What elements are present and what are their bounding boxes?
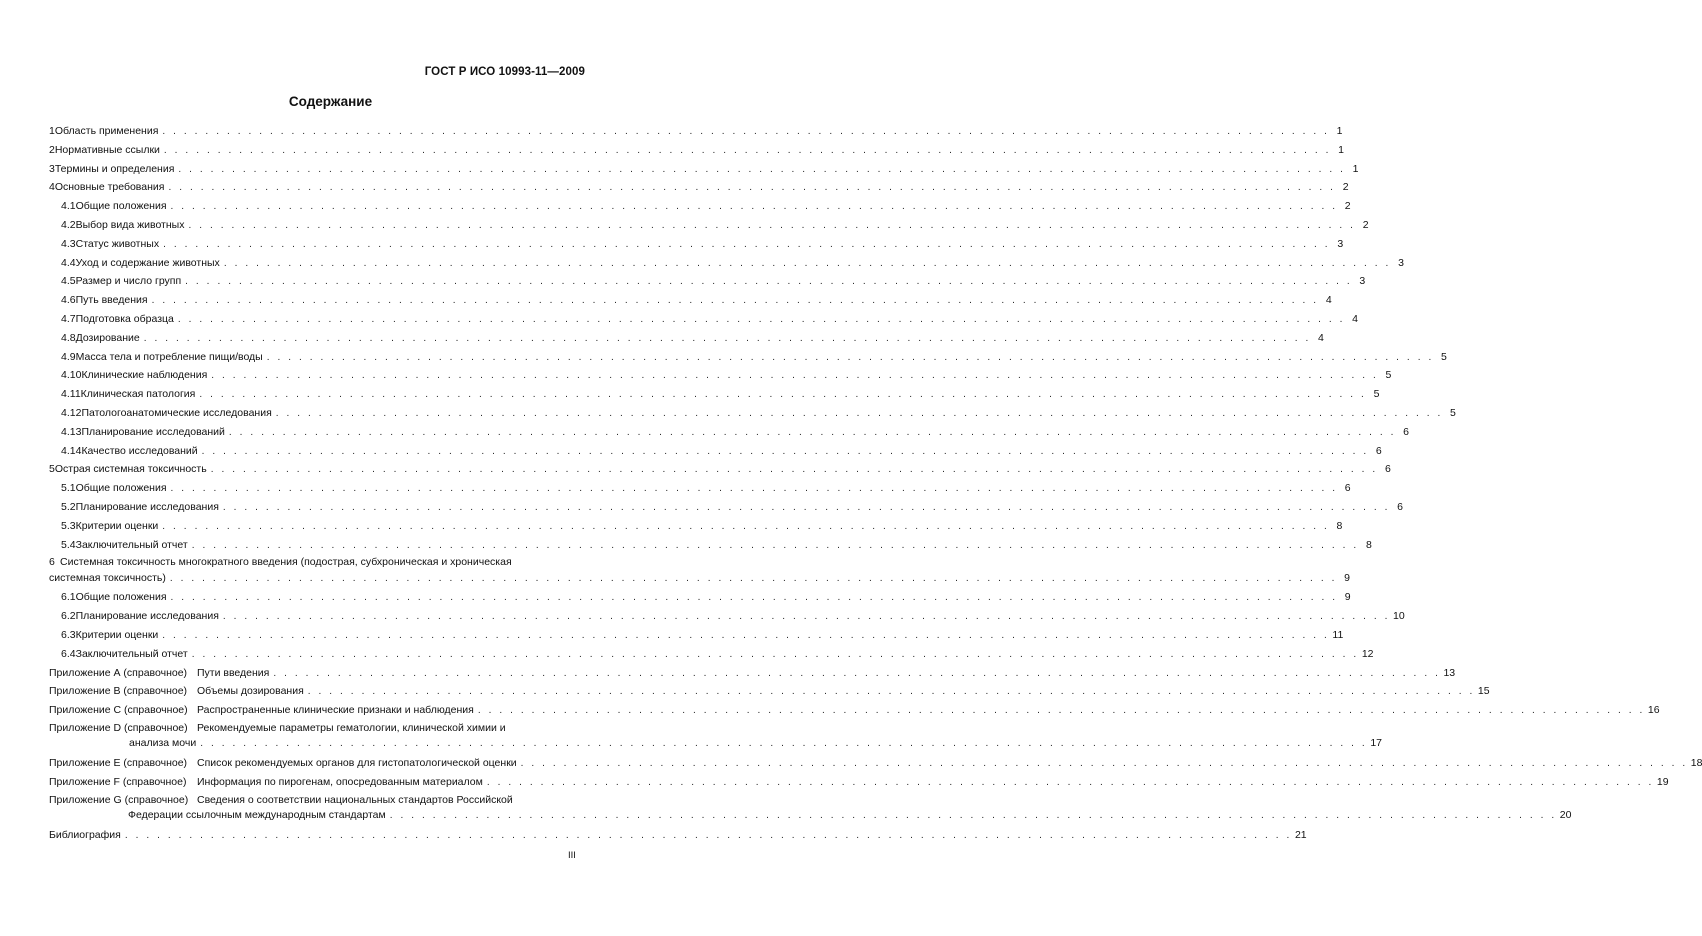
toc-page: 6 [1403, 425, 1410, 438]
toc-page: 4 [1325, 294, 1332, 307]
toc-entry[interactable] [49, 423, 1410, 442]
toc-label: Библиография [49, 828, 121, 841]
toc-label: Планирование исследований [81, 425, 225, 438]
toc-number: 4 [49, 181, 55, 194]
toc-label: Подготовка образца [75, 312, 174, 325]
toc-leader: . . . . . . . . . . . . . . . . . . . . . . . . . . . . . . . . . . . . . . . . . . . . . . . . . . . . . . . . . . . . . . . . . . . . . . . . . . . . . . . . . . . . . . . . . . . . . . . . . . . . . . . . . . . . . [168, 182, 1336, 194]
toc-label-continued: анализа мочи [129, 737, 197, 750]
toc-entry-annex[interactable] [49, 720, 1382, 754]
toc-entry-annex[interactable] [49, 792, 1572, 826]
toc-label: Путь введения [75, 294, 148, 307]
toc-leader: . . . . . . . . . . . . . . . . . . . . . . . . . . . . . . . . . . . . . . . . . . . . . . . . . . . . . . . . . . . . . . . . . . . . . . . . . . . . . . . . . . . . . . . . . . . . . . . . . . . . . . . . . . . . . [163, 238, 1331, 250]
toc-label: Планирование исследования [75, 610, 219, 623]
toc-number: 6 [49, 556, 55, 569]
toc-number: 4.7 [61, 312, 76, 325]
toc-leader: . . . . . . . . . . . . . . . . . . . . . . . . . . . . . . . . . . . . . . . . . . . . . . . . . . . . . . . . . . . . . . . . . . . . . . . . . . . . . . . . . . . . . . . . . . . . . . . . . . . . . . . . . . . . . [266, 351, 1434, 363]
toc-number: 4.12 [61, 406, 82, 419]
toc-leader: . . . . . . . . . . . . . . . . . . . . . . . . . . . . . . . . . . . . . . . . . . . . . . . . . . . . . . . . . . . . . . . . . . . . . . . . . . . . . . . . . . . . . . . . . . . . . . . . . . . . . . . . . . . . . [228, 426, 1397, 438]
toc-entry[interactable] [49, 588, 1351, 607]
toc-entry[interactable] [49, 385, 1380, 404]
toc-number: 2 [49, 143, 55, 156]
toc-label: Сведения о соответствии национальных стандартов Российской [197, 793, 513, 806]
toc-label: Дозирование [75, 331, 140, 344]
toc-leader: . . . . . . . . . . . . . . . . . . . . . . . . . . . . . . . . . . . . . . . . . . . . . . . . . . . . . . . . . . . . . . . . . . . . . . . . . . . . . . . . . . . . . . . . . . . . . . . . . . . . . . . . . . . . . [200, 738, 1368, 750]
toc-label: Острая системная токсичность [54, 463, 207, 476]
toc-entry[interactable] [49, 442, 1382, 461]
toc-page: 5 [1440, 350, 1447, 363]
toc-number: 4.5 [61, 275, 76, 288]
toc-label: Основные требования [54, 181, 165, 194]
toc-label: Объемы дозирования [197, 685, 304, 698]
toc-number: 4.13 [61, 425, 82, 438]
toc-leader: . . . . . . . . . . . . . . . . . . . . . . . . . . . . . . . . . . . . . . . . . . . . . . . . . . . . . . . . . . . . . . . . . . . . . . . . . . . . . . . . . . . . . . . . . . . . . . . . . . . . . . . . . . . . . [520, 757, 1688, 769]
toc-number: 4.4 [61, 256, 76, 269]
toc-label: Заключительный отчет [75, 647, 188, 660]
toc-page: 6 [1375, 444, 1382, 457]
toc-label: Область применения [54, 125, 159, 137]
toc-leader: . . . . . . . . . . . . . . . . . . . . . . . . . . . . . . . . . . . . . . . . . . . . . . . . . . . . . . . . . . . . . . . . . . . . . . . . . . . . . . . . . . . . . . . . . . . . . . . . . . . . . . . . . . . . . [169, 572, 1337, 584]
toc-number: 6.4 [61, 647, 76, 660]
toc-leader: . . . . . . . . . . . . . . . . . . . . . . . . . . . . . . . . . . . . . . . . . . . . . . . . . . . . . . . . . . . . . . . . . . . . . . . . . . . . . . . . . . . . . . . . . . . . . . . . . . . . . . . . . . . . . [273, 667, 1441, 679]
toc-page: 5 [1450, 406, 1456, 419]
toc-leader: . . . . . . . . . . . . . . . . . . . . . . . . . . . . . . . . . . . . . . . . . . . . . . . . . . . . . . . . . . . . . . . . . . . . . . . . . . . . . . . . . . . . . . . . . . . . . . . . . . . . . . . . . . . . . [222, 611, 1390, 623]
toc-entry[interactable] [49, 536, 1372, 555]
toc-leader: . . . . . . . . . . . . . . . . . . . . . . . . . . . . . . . . . . . . . . . . . . . . . . . . . . . . . . . . . . . . . . . . . . . . . . . . . . . . . . . . . . . . . . . . . . . . . . . . . . . . . . . . . . . . . [177, 313, 1345, 325]
toc-entry[interactable] [49, 348, 1447, 367]
annex-number: Приложение E (справочное) [49, 756, 188, 769]
toc-label: Распространенные клинические признаки и наблюдения [197, 704, 474, 717]
toc-page: 20 [1559, 809, 1572, 821]
toc-label: Масса тела и потребление пищи/воды [75, 350, 263, 363]
toc-leader: . . . . . . . . . . . . . . . . . . . . . . . . . . . . . . . . . . . . . . . . . . . . . . . . . . . . . . . . . . . . . . . . . . . . . . . . . . . . . . . . . . . . . . . . . . . . . . . . . . . . . . . . . . . . . [275, 407, 1443, 419]
annex-number: Приложение F (справочное) [49, 775, 187, 788]
toc-leader: . . . . . . . . . . . . . . . . . . . . . . . . . . . . . . . . . . . . . . . . . . . . . . . . . . . . . . . . . . . . . . . . . . . . . . . . . . . . . . . . . . . . . . . . . . . . . . . . . . . . . . . . . . . . . [170, 201, 1338, 213]
toc-leader: . . . . . . . . . . . . . . . . . . . . . . . . . . . . . . . . . . . . . . . . . . . . . . . . . . . . . . . . . . . . . . . . . . . . . . . . . . . . . . . . . . . . . . . . . . . . . . . . . . . . . . . . . . . . . [389, 810, 1557, 821]
toc-page: 2 [1362, 218, 1369, 231]
toc-leader: . . . . . . . . . . . . . . . . . . . . . . . . . . . . . . . . . . . . . . . . . . . . . . . . . . . . . . . . . . . . . . . . . . . . . . . . . . . . . . . . . . . . . . . . . . . . . . . . . . . . . . . . . . . . . [124, 829, 1292, 841]
toc-label: Общие положения [75, 200, 167, 213]
toc-page: 6 [1397, 500, 1403, 513]
toc-label-continued: Федерации ссылочным международным стандартам [128, 809, 386, 821]
toc-label: Выбор вида животных [75, 218, 185, 231]
toc-entry[interactable] [49, 310, 1358, 329]
toc-entry[interactable] [49, 178, 1349, 197]
toc-page: 3 [1337, 237, 1344, 250]
toc-leader: . . . . . . . . . . . . . . . . . . . . . . . . . . . . . . . . . . . . . . . . . . . . . . . . . . . . . . . . . . . . . . . . . . . . . . . . . . . . . . . . . . . . . . . . . . . . . . . . . . . . . . . . . . . . . [201, 445, 1369, 457]
toc-label: Планирование исследования [75, 500, 219, 513]
toc-leader: . . . . . . . . . . . . . . . . . . . . . . . . . . . . . . . . . . . . . . . . . . . . . . . . . . . . . . . . . . . . . . . . . . . . . . . . . . . . . . . . . . . . . . . . . . . . . . . . . . . . . . . . . . . . . [223, 257, 1391, 269]
toc-leader: . . . . . . . . . . . . . . . . . . . . . . . . . . . . . . . . . . . . . . . . . . . . . . . . . . . . . . . . . . . . . . . . . . . . . . . . . . . . . . . . . . . . . . . . . . . . . . . . . . . . . . . . . . . . . [486, 776, 1654, 788]
toc-entry[interactable] [49, 272, 1366, 291]
toc-entry[interactable] [49, 254, 1404, 273]
toc-number: 4.1 [61, 200, 76, 213]
toc-number: 1 [49, 125, 55, 137]
toc-leader: . . . . . . . . . . . . . . . . . . . . . . . . . . . . . . . . . . . . . . . . . . . . . . . . . . . . . . . . . . . . . . . . . . . . . . . . . . . . . . . . . . . . . . . . . . . . . . . . . . . . . . . . . . . . . [178, 163, 1346, 175]
toc-label: Размер и число групп [75, 275, 182, 288]
toc-label: Заключительный отчет [75, 538, 188, 551]
toc-number: 4.8 [61, 331, 76, 344]
toc-number: 4.14 [61, 444, 82, 457]
annex-number: Приложение D (справочное) [49, 721, 188, 734]
toc-page: 3 [1398, 256, 1404, 269]
toc-leader: . . . . . . . . . . . . . . . . . . . . . . . . . . . . . . . . . . . . . . . . . . . . . . . . . . . . . . . . . . . . . . . . . . . . . . . . . . . . . . . . . . . . . . . . . . . . . . . . . . . . . . . . . . . . . [307, 686, 1475, 698]
toc-entry[interactable] [49, 479, 1351, 498]
toc-leader: . . . . . . . . . . . . . . . . . . . . . . . . . . . . . . . . . . . . . . . . . . . . . . . . . . . . . . . . . . . . . . . . . . . . . . . . . . . . . . . . . . . . . . . . . . . . . . . . . . . . . . . . . . . . . [185, 276, 1353, 288]
toc-label: Общие положения [75, 482, 167, 495]
toc-page: 9 [1344, 571, 1350, 584]
toc-page: 1 [1338, 143, 1345, 156]
toc-entry[interactable] [49, 366, 1392, 385]
page-number: III [568, 850, 576, 861]
toc-leader: . . . . . . . . . . . . . . . . . . . . . . . . . . . . . . . . . . . . . . . . . . . . . . . . . . . . . . . . . . . . . . . . . . . . . . . . . . . . . . . . . . . . . . . . . . . . . . . . . . . . . . . . . . . . . [222, 501, 1390, 513]
toc-entry[interactable] [49, 216, 1369, 235]
toc-leader: . . . . . . . . . . . . . . . . . . . . . . . . . . . . . . . . . . . . . . . . . . . . . . . . . . . . . . . . . . . . . . . . . . . . . . . . . . . . . . . . . . . . . . . . . . . . . . . . . . . . . . . . . . . . . [151, 295, 1319, 307]
toc-page: 9 [1344, 591, 1351, 604]
toc-leader: . . . . . . . . . . . . . . . . . . . . . . . . . . . . . . . . . . . . . . . . . . . . . . . . . . . . . . . . . . . . . . . . . . . . . . . . . . . . . . . . . . . . . . . . . . . . . . . . . . . . . . . . . . . . . [162, 126, 1330, 137]
annex-number: Приложение G (справочное) [49, 793, 189, 806]
toc-number: 4.9 [61, 350, 76, 363]
toc-entry[interactable] [49, 235, 1344, 254]
toc-leader: . . . . . . . . . . . . . . . . . . . . . . . . . . . . . . . . . . . . . . . . . . . . . . . . . . . . . . . . . . . . . . . . . . . . . . . . . . . . . . . . . . . . . . . . . . . . . . . . . . . . . . . . . . . . . [170, 483, 1338, 495]
toc-number: 5 [49, 463, 55, 476]
toc-label: Критерии оценки [75, 519, 159, 532]
toc-leader: . . . . . . . . . . . . . . . . . . . . . . . . . . . . . . . . . . . . . . . . . . . . . . . . . . . . . . . . . . . . . . . . . . . . . . . . . . . . . . . . . . . . . . . . . . . . . . . . . . . . . . . . . . . . . [188, 219, 1356, 231]
toc-entry[interactable] [49, 141, 1345, 160]
toc-entry[interactable] [49, 197, 1351, 216]
toc-label: Системная токсичность многократного введения (подострая, субхроническая и хроническая [60, 556, 512, 569]
toc-number: 4.3 [61, 237, 76, 250]
toc-page: 1 [1352, 162, 1359, 175]
toc-leader: . . . . . . . . . . . . . . . . . . . . . . . . . . . . . . . . . . . . . . . . . . . . . . . . . . . . . . . . . . . . . . . . . . . . . . . . . . . . . . . . . . . . . . . . . . . . . . . . . . . . . . . . . . . . . [210, 464, 1378, 476]
toc-entry[interactable] [49, 517, 1343, 536]
toc-entry[interactable] [49, 607, 1405, 626]
toc-number: 5.3 [61, 519, 76, 532]
annex-number: Приложение С (справочное) [49, 704, 188, 717]
toc-page: 8 [1336, 519, 1343, 532]
toc-entry[interactable] [49, 626, 1344, 645]
toc-entry[interactable] [49, 329, 1324, 348]
toc-label: Критерии оценки [75, 628, 159, 641]
toc-label: Информация по пирогенам, опосредованным материалом [197, 775, 483, 788]
toc-page: 17 [1370, 737, 1382, 750]
toc-label: Общие положения [75, 591, 167, 604]
toc-number: 5.2 [61, 500, 76, 513]
toc-entry[interactable] [49, 554, 1350, 588]
toc-leader: . . . . . . . . . . . . . . . . . . . . . . . . . . . . . . . . . . . . . . . . . . . . . . . . . . . . . . . . . . . . . . . . . . . . . . . . . . . . . . . . . . . . . . . . . . . . . . . . . . . . . . . . . . . . . [199, 389, 1367, 401]
toc-entry[interactable] [49, 122, 1343, 141]
toc-entry-annex[interactable] [49, 773, 1669, 792]
toc-entry-annex[interactable] [49, 754, 1702, 773]
toc-entry[interactable] [49, 498, 1403, 517]
toc-page: 11 [1332, 628, 1344, 641]
toc-page: 6 [1344, 482, 1351, 495]
toc-entry-annex[interactable] [49, 682, 1490, 701]
toc-page: 4 [1352, 312, 1358, 325]
toc-entry[interactable] [49, 160, 1359, 179]
toc-entry[interactable] [49, 645, 1374, 664]
toc-label: Рекомендуемые параметры гематологии, клинической химии и [197, 721, 506, 734]
toc-label-continued: системная токсичность) [49, 571, 166, 584]
toc-leader: . . . . . . . . . . . . . . . . . . . . . . . . . . . . . . . . . . . . . . . . . . . . . . . . . . . . . . . . . . . . . . . . . . . . . . . . . . . . . . . . . . . . . . . . . . . . . . . . . . . . . . . . . . . . . [211, 370, 1379, 382]
toc-number: 6.3 [61, 628, 76, 641]
toc-page: 21 [1294, 828, 1307, 841]
toc-page: 2 [1342, 181, 1349, 194]
toc-label: Патологоанатомические исследования [81, 406, 272, 419]
toc-label: Список рекомендуемых органов для гистопатологической оценки [197, 756, 517, 769]
toc-number: 6.1 [61, 591, 76, 604]
page-title: Содержание [288, 94, 373, 109]
toc-leader: . . . . . . . . . . . . . . . . . . . . . . . . . . . . . . . . . . . . . . . . . . . . . . . . . . . . . . . . . . . . . . . . . . . . . . . . . . . . . . . . . . . . . . . . . . . . . . . . . . . . . . . . . . . . . [162, 520, 1330, 532]
toc-label: Качество исследований [81, 444, 198, 457]
toc-number: 5.1 [61, 482, 76, 495]
toc-number: 4.2 [61, 218, 76, 231]
toc-label: Термины и определения [54, 162, 175, 175]
toc-entry[interactable] [49, 460, 1391, 479]
toc-page: 4 [1317, 331, 1324, 344]
toc-label: Статус животных [75, 237, 160, 250]
toc-page: 18 [1690, 756, 1702, 769]
toc-leader: . . . . . . . . . . . . . . . . . . . . . . . . . . . . . . . . . . . . . . . . . . . . . . . . . . . . . . . . . . . . . . . . . . . . . . . . . . . . . . . . . . . . . . . . . . . . . . . . . . . . . . . . . . . . . [162, 629, 1330, 641]
toc-leader: . . . . . . . . . . . . . . . . . . . . . . . . . . . . . . . . . . . . . . . . . . . . . . . . . . . . . . . . . . . . . . . . . . . . . . . . . . . . . . . . . . . . . . . . . . . . . . . . . . . . . . . . . . . . . [477, 705, 1645, 717]
toc-page: 5 [1385, 369, 1392, 382]
toc-page: 1 [1336, 125, 1343, 137]
toc-entry-bibliography[interactable] [49, 826, 1307, 845]
toc-page: 8 [1365, 538, 1372, 551]
toc-number: 4.10 [61, 369, 82, 382]
toc-page: 12 [1361, 647, 1374, 660]
toc-page: 10 [1393, 610, 1405, 623]
toc-leader: . . . . . . . . . . . . . . . . . . . . . . . . . . . . . . . . . . . . . . . . . . . . . . . . . . . . . . . . . . . . . . . . . . . . . . . . . . . . . . . . . . . . . . . . . . . . . . . . . . . . . . . . . . . . . [191, 648, 1359, 660]
toc-number: 4.6 [61, 294, 76, 307]
toc-leader: . . . . . . . . . . . . . . . . . . . . . . . . . . . . . . . . . . . . . . . . . . . . . . . . . . . . . . . . . . . . . . . . . . . . . . . . . . . . . . . . . . . . . . . . . . . . . . . . . . . . . . . . . . . . . [163, 144, 1332, 156]
toc-page: 13 [1443, 666, 1456, 679]
toc-page: 5 [1373, 388, 1380, 401]
toc-entry-annex[interactable] [49, 664, 1456, 683]
toc-leader: . . . . . . . . . . . . . . . . . . . . . . . . . . . . . . . . . . . . . . . . . . . . . . . . . . . . . . . . . . . . . . . . . . . . . . . . . . . . . . . . . . . . . . . . . . . . . . . . . . . . . . . . . . . . . [143, 332, 1311, 344]
toc-leader: . . . . . . . . . . . . . . . . . . . . . . . . . . . . . . . . . . . . . . . . . . . . . . . . . . . . . . . . . . . . . . . . . . . . . . . . . . . . . . . . . . . . . . . . . . . . . . . . . . . . . . . . . . . . . [170, 592, 1338, 604]
toc-page: 6 [1384, 463, 1391, 476]
annex-number: Приложение В (справочное) [49, 685, 188, 698]
annex-number: Приложение А (справочное) [49, 666, 188, 679]
toc-page: 15 [1477, 685, 1490, 698]
toc-page: 2 [1344, 200, 1351, 213]
toc-number: 5.4 [61, 538, 76, 551]
toc-page: 16 [1647, 704, 1660, 717]
toc-label: Нормативные ссылки [54, 143, 160, 156]
toc-label: Пути введения [197, 666, 270, 679]
toc-label: Клинические наблюдения [81, 369, 208, 382]
toc-entry[interactable] [49, 404, 1456, 423]
toc-label: Уход и содержание животных [75, 256, 220, 269]
table-of-contents [49, 122, 1702, 844]
toc-number: 6.2 [61, 610, 76, 623]
toc-page: 3 [1359, 275, 1366, 288]
document-header: ГОСТ Р ИСО 10993-11—2009 [424, 66, 585, 78]
toc-number: 4.11 [61, 388, 81, 401]
toc-entry[interactable] [49, 291, 1332, 310]
toc-page: 19 [1656, 775, 1669, 788]
toc-label: Клиническая патология [80, 388, 196, 401]
toc-leader: . . . . . . . . . . . . . . . . . . . . . . . . . . . . . . . . . . . . . . . . . . . . . . . . . . . . . . . . . . . . . . . . . . . . . . . . . . . . . . . . . . . . . . . . . . . . . . . . . . . . . . . . . . . . . [191, 539, 1359, 551]
toc-number: 3 [49, 162, 55, 175]
toc-entry-annex[interactable] [49, 701, 1660, 720]
